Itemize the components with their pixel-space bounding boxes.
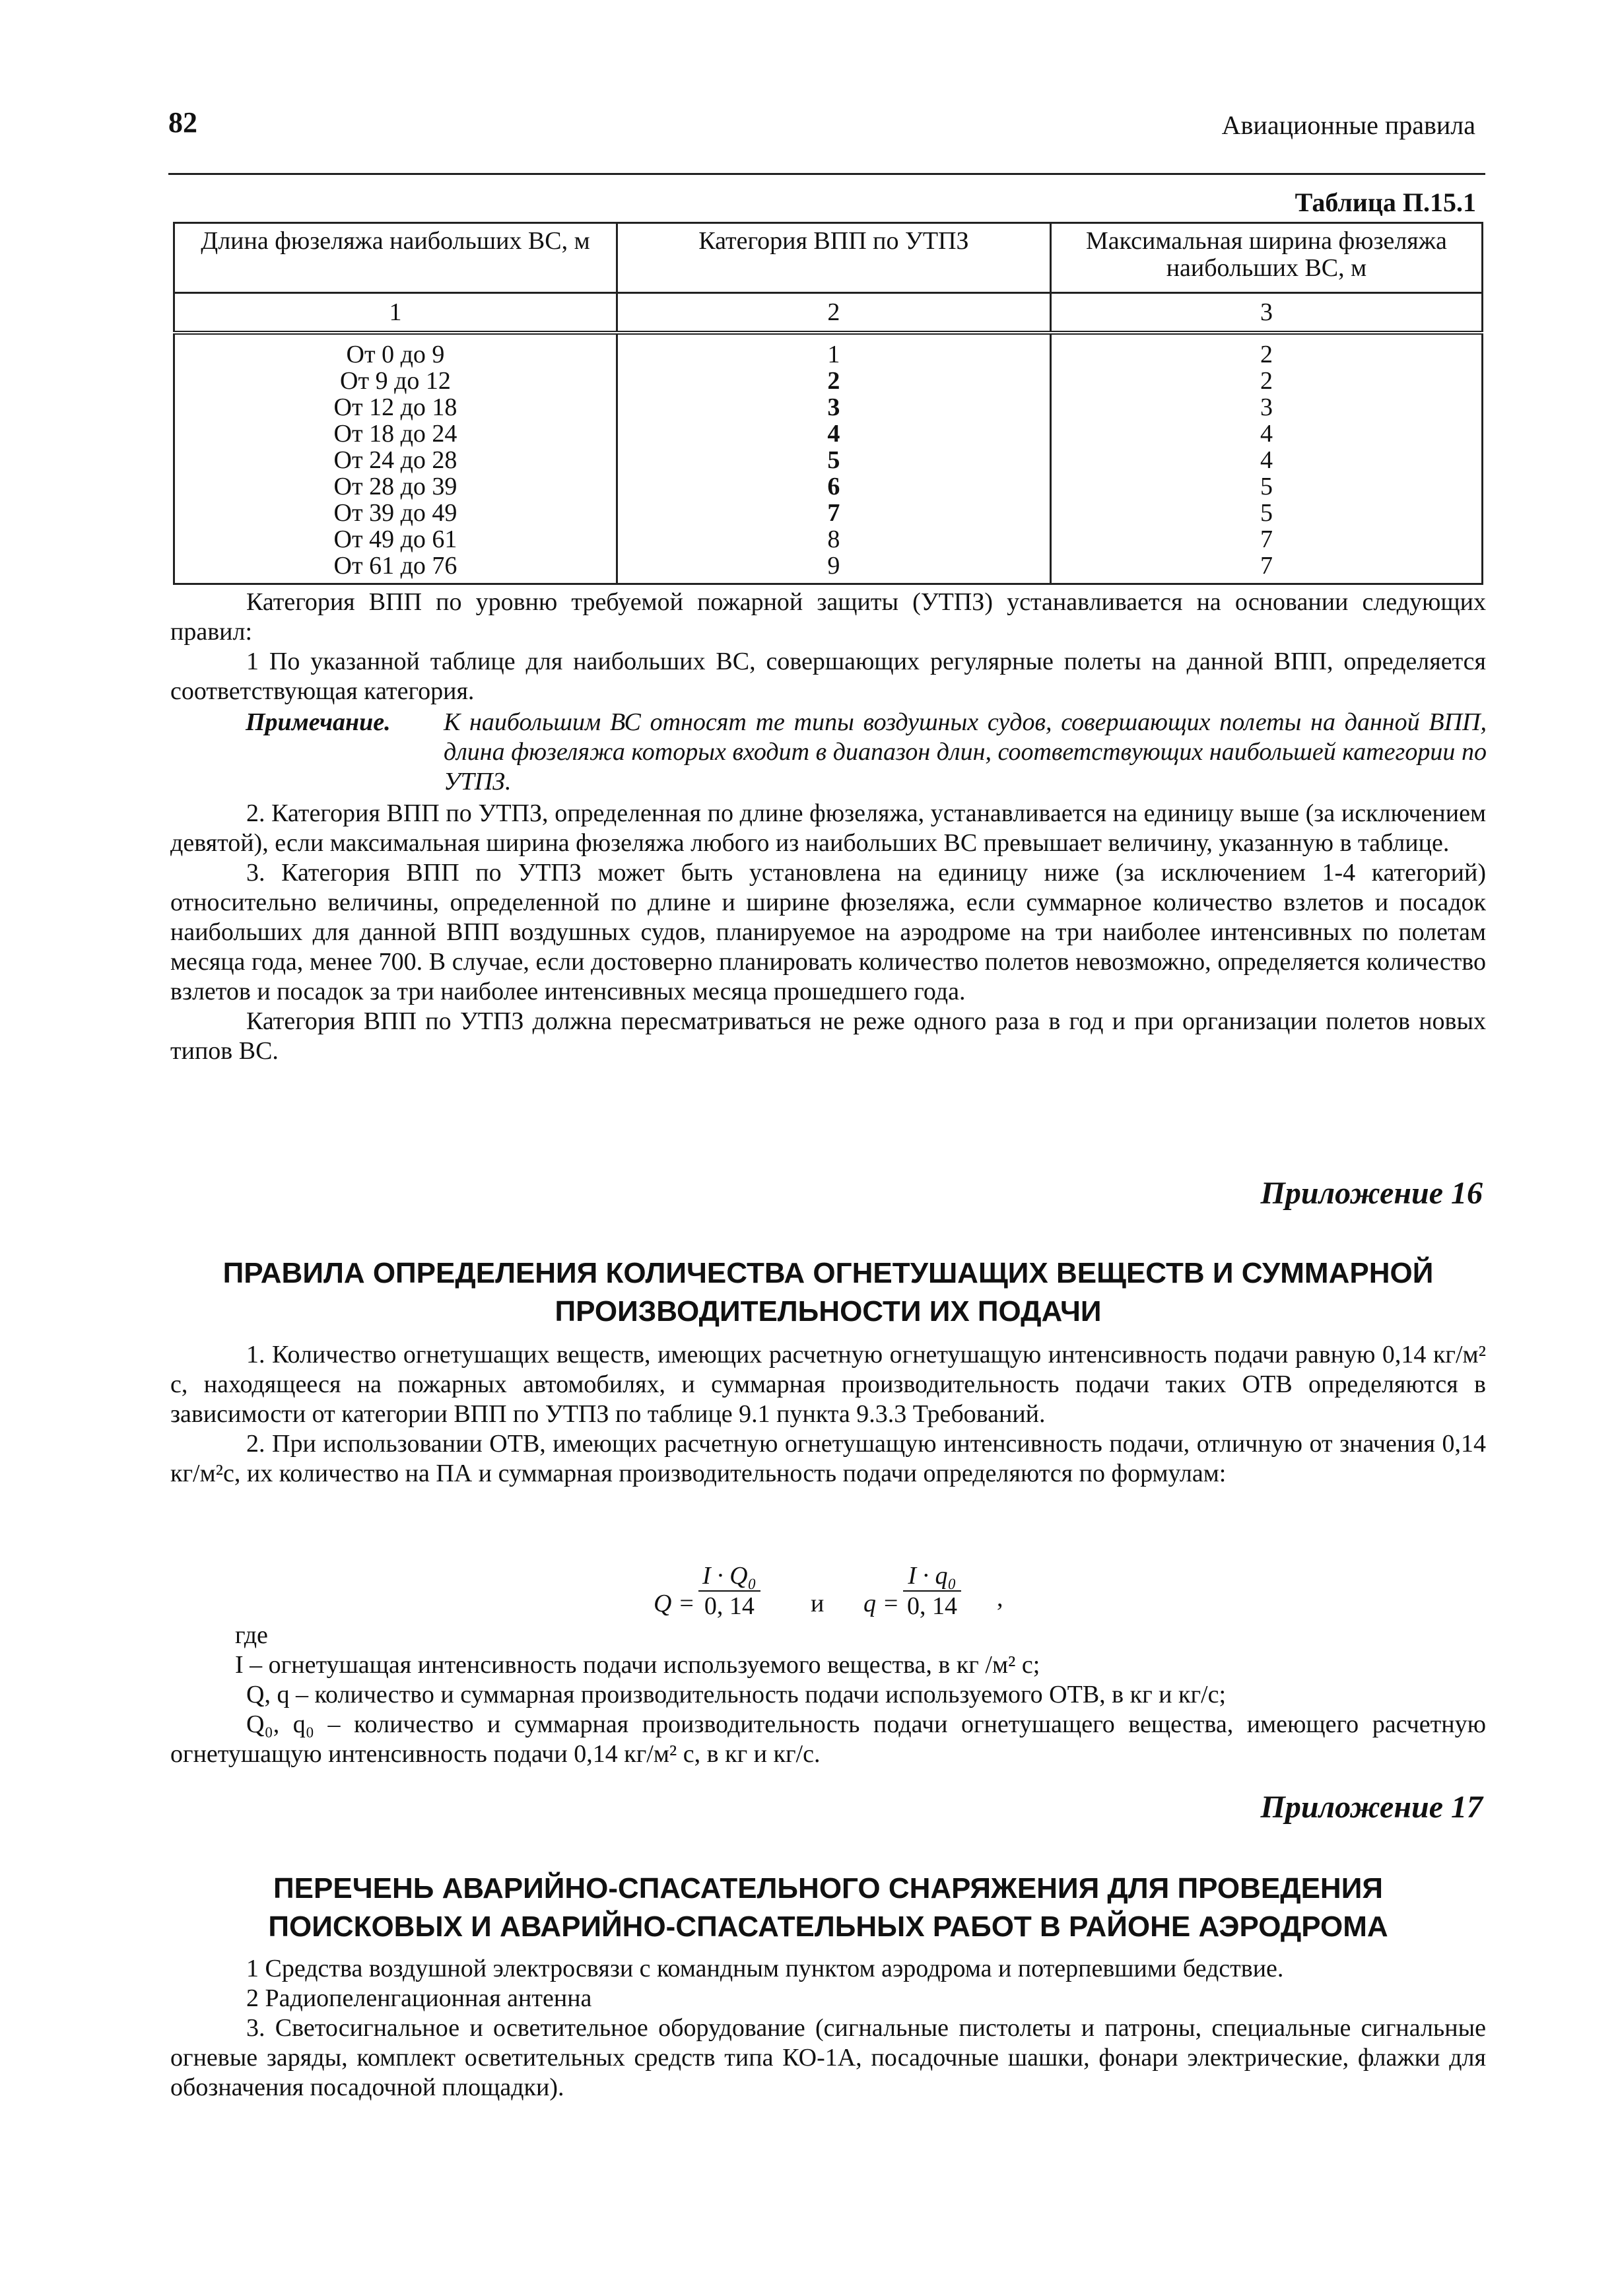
column-number: 2 bbox=[617, 293, 1050, 333]
appendix-16-title bbox=[170, 1254, 1486, 1331]
formula-tail: , bbox=[997, 1584, 1003, 1612]
running-title: Авиационные правила bbox=[1221, 110, 1475, 140]
rules-item-2: 2. Категория ВПП по УТПЗ, определенная по длине фюзеляжа, устанавливается на единицу выше (за исключением девятой), если максимальная ширина фюзеляжа любого из наибольших ВС превышает величину, указанную в таблице. bbox=[170, 799, 1486, 857]
table-cell: От 0 до 9 bbox=[346, 341, 445, 368]
appendix-16-defs bbox=[170, 1621, 1486, 1769]
formula-denominator: 0, 14 bbox=[698, 1590, 760, 1621]
table-cell: От 61 до 76 bbox=[333, 552, 457, 580]
table-cell: 4 bbox=[827, 420, 840, 448]
appendix-16-p2: 2. При использовании ОТВ, имеющих расчетную огнетушащую интенсивность подачи, отличную от значения 0,14 кг/м²с, их количество на ПА и суммарная производительность подачи определяются по формулам: bbox=[170, 1430, 1486, 1487]
appendix-17-label: Приложение 17 bbox=[1260, 1790, 1483, 1825]
appendix-17-body bbox=[170, 1954, 1486, 2103]
table-cell: 3 bbox=[827, 393, 840, 421]
table-cell: 7 bbox=[1260, 525, 1273, 553]
formula-fraction-2 bbox=[903, 1561, 961, 1621]
table-cell: 5 bbox=[1260, 473, 1273, 500]
table-header-cell: Длина фюзеляжа наибольших ВС, м bbox=[174, 223, 617, 293]
table-cell: 2 bbox=[827, 367, 840, 395]
formula-numerator: I · q₀ bbox=[908, 1562, 957, 1590]
appendix-17-title bbox=[170, 1870, 1486, 1946]
table-cell: 8 bbox=[827, 525, 840, 553]
table-caption: Таблица П.15.1 bbox=[1295, 187, 1476, 217]
width-column bbox=[1050, 333, 1482, 584]
formula-numerator: I · Q₀ bbox=[702, 1562, 757, 1590]
appendix-17-item-1: 1 Средства воздушной электросвязи с командным пунктом аэродрома и потерпевшими бедствие. bbox=[246, 1955, 1284, 1982]
column-number: 3 bbox=[1050, 293, 1482, 333]
table-cell: 3 bbox=[1260, 393, 1273, 421]
header-rule bbox=[168, 173, 1485, 175]
note-label: Примечание. bbox=[246, 708, 391, 736]
table-header-row bbox=[174, 223, 1483, 293]
where-label: где bbox=[235, 1621, 268, 1649]
definition-3: Q₀, q₀ – количество и суммарная производительность подачи огнетушащего вещества, имеющего расчетную огнетушащую интенсивность подачи 0,14 кг/м² с, в кг и кг/с. bbox=[170, 1710, 1486, 1768]
table-cell: 5 bbox=[827, 446, 840, 474]
page-header bbox=[168, 106, 1475, 152]
appendix-17-title-line: ПОИСКОВЫХ И АВАРИЙНО-СПАСАТЕЛЬНЫХ РАБОТ В РАЙОНЕ АЭРОДРОМА bbox=[268, 1910, 1388, 1943]
formula-lhs-2: q = bbox=[863, 1590, 900, 1617]
rules-item-3: 3. Категория ВПП по УТПЗ может быть установлена на единицу ниже (за исключением 1-4 категорий) относительно величины, определенной по длине и ширине фюзеляжа, если суммарное количество взлетов и посадок наибольших для данной ВПП воздушных судов, планируемое на аэродроме на три наиболее интенсивных по полетам месяца года, менее 700. В случае, если достоверно планировать количество полетов невозможно, определяется количество взлетов и посадок за три наиболее интенсивных месяца прошедшего года. bbox=[170, 859, 1486, 1005]
rules-note bbox=[246, 708, 1487, 797]
length-column bbox=[174, 333, 617, 584]
formula-lhs-1: Q = bbox=[654, 1590, 695, 1617]
table-body bbox=[174, 333, 1483, 584]
rules-item-1: 1 По указанной таблице для наибольших ВС, совершающих регулярные полеты на данной ВПП, определяется соответствующая категория. bbox=[170, 648, 1486, 705]
table-cell: 7 bbox=[827, 499, 840, 527]
appendix-16-title-line: ПРАВИЛА ОПРЕДЕЛЕНИЯ КОЛИЧЕСТВА ОГНЕТУШАЩИХ ВЕЩЕСТВ И СУММАРНОЙ bbox=[222, 1257, 1434, 1289]
table-cell: От 24 до 28 bbox=[333, 446, 457, 474]
appendix-16-title-line: ПРОИЗВОДИТЕЛЬНОСТИ ИХ ПОДАЧИ bbox=[555, 1295, 1102, 1328]
table-cell: От 18 до 24 bbox=[333, 420, 457, 448]
definition-1: I – огнетушащая интенсивность подачи используемого вещества, в кг /м² с; bbox=[235, 1651, 1040, 1679]
rules-intro: Категория ВПП по уровню требуемой пожарной защиты (УТПЗ) устанавливается на основании следующих правил: bbox=[170, 588, 1486, 646]
rules-block-2 bbox=[170, 799, 1486, 1066]
table-cell: От 39 до 49 bbox=[333, 499, 457, 527]
page-number: 82 bbox=[168, 106, 197, 139]
appendix-17-title-line: ПЕРЕЧЕНЬ АВАРИЙНО-СПАСАТЕЛЬНОГО СНАРЯЖЕНИЯ ДЛЯ ПРОВЕДЕНИЯ bbox=[273, 1872, 1383, 1905]
table-column-numbers bbox=[174, 293, 1483, 333]
rules-block-1 bbox=[170, 588, 1486, 706]
column-number: 1 bbox=[174, 293, 617, 333]
appendix-17-item-2: 2 Радиопеленгационная антенна bbox=[246, 1984, 592, 2012]
formula-denominator: 0, 14 bbox=[903, 1590, 961, 1621]
table-cell: От 12 до 18 bbox=[333, 393, 457, 421]
note-text: К наибольшим ВС относят те типы воздушных судов, совершающих полеты на данной ВПП, длина фюзеляжа которых входит в диапазон длин, соответствующих наибольшей категории по УТПЗ. bbox=[444, 708, 1487, 795]
rules-final: Категория ВПП по УТПЗ должна пересматриваться не реже одного раза в год и при организации полетов новых типов ВС. bbox=[170, 1007, 1486, 1065]
appendix-17-item-3: 3. Светосигнальное и осветительное оборудование (сигнальные пистолеты и патроны, специальные сигнальные огневые заряды, комплект осветительных средств типа КО-1А, посадочные шашки, фонари электрические, флажки для обозначения посадочной площадки). bbox=[170, 2014, 1486, 2101]
table-cell: 1 bbox=[827, 341, 840, 368]
appendix-16-p1: 1. Количество огнетушащих веществ, имеющих расчетную огнетушащую интенсивность подачи равную 0,14 кг/м² с, находящееся на пожарных автомобилях, и суммарная производительность подачи таких ОТВ определяются в зависимости от категории ВПП по УТПЗ по таблице 9.1 пункта 9.3.3 Требований. bbox=[170, 1341, 1486, 1428]
table-cell: 2 bbox=[1260, 341, 1273, 368]
table-cell: 9 bbox=[827, 552, 840, 580]
table-cell: 6 bbox=[827, 473, 840, 500]
table-cell: От 9 до 12 bbox=[340, 367, 451, 395]
table-cell: От 28 до 39 bbox=[333, 473, 457, 500]
formula-fraction-1 bbox=[698, 1561, 760, 1621]
table-cell: 2 bbox=[1260, 367, 1273, 395]
table-cell: 4 bbox=[1260, 446, 1273, 474]
table-header-cell: Максимальная ширина фюзеляжа наибольших ВС, м bbox=[1050, 223, 1482, 293]
table-header-cell: Категория ВПП по УТПЗ bbox=[617, 223, 1050, 293]
definition-2: Q, q – количество и суммарная производительность подачи используемого ОТВ, в кг и кг/с; bbox=[246, 1681, 1227, 1708]
appendix-16-label: Приложение 16 bbox=[1260, 1176, 1483, 1211]
category-table bbox=[173, 222, 1483, 585]
formula-conjunction: и bbox=[811, 1590, 825, 1617]
table-cell: От 49 до 61 bbox=[333, 525, 457, 553]
category-column bbox=[617, 333, 1050, 584]
appendix-16-body bbox=[170, 1340, 1486, 1489]
table-cell: 5 bbox=[1260, 499, 1273, 527]
table-cell: 4 bbox=[1260, 420, 1273, 448]
table-cell: 7 bbox=[1260, 552, 1273, 580]
